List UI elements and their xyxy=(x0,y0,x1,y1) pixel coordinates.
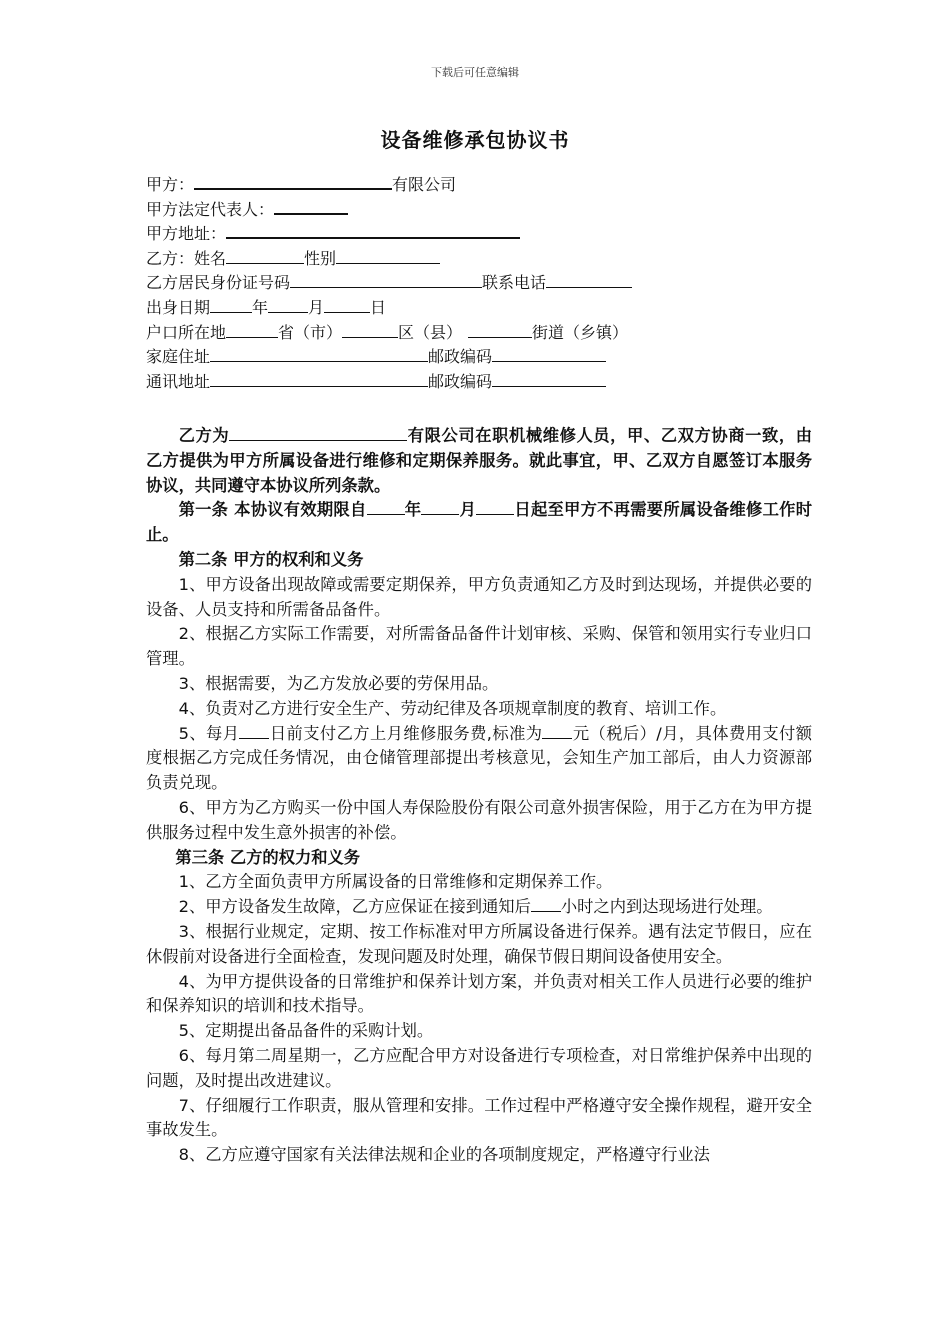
address-a-row xyxy=(146,222,846,247)
item-5-text-b: 日前支付乙方上月维修服务费,标准为 xyxy=(269,723,543,743)
party-b-row xyxy=(146,247,846,272)
id-row xyxy=(146,271,846,296)
article-3-item-4: 4、为甲方提供设备的日常维护和保养计划方案，并负责对相关工作人员进行必要的维护和保养知识的培训和技术指导。 xyxy=(146,971,812,1016)
company-blank[interactable] xyxy=(229,426,407,441)
item-3-2-text-b: 小时之内到达现场进行处理。 xyxy=(560,897,773,917)
party-b-name-label: 乙方：姓名 xyxy=(146,248,227,268)
street-label: 街道（乡镇） xyxy=(532,322,629,342)
day-label: 日 xyxy=(370,297,387,317)
start-day-blank[interactable] xyxy=(476,500,514,515)
birth-label: 出身日期 xyxy=(146,297,211,317)
fee-amount-blank[interactable] xyxy=(542,724,572,739)
party-info-fields xyxy=(146,173,846,394)
party-a-label: 甲方： xyxy=(146,175,195,194)
header-note: 下载后可任意编辑 xyxy=(431,66,519,79)
home-address-label: 家庭住址 xyxy=(146,347,211,367)
article-3-item-6: 6、每月第二周星期一，乙方应配合甲方对设备进行专项检查，对日常维护保养中出现的问题，及时提出改进建议。 xyxy=(146,1045,812,1090)
party-b-name-blank[interactable] xyxy=(226,249,304,264)
intro-text-a: 乙方为 xyxy=(178,426,230,445)
article-1 xyxy=(146,498,812,548)
street-blank[interactable] xyxy=(468,323,532,338)
mail-address-label: 通讯地址 xyxy=(146,371,211,391)
home-address-blank[interactable] xyxy=(210,347,428,362)
year-label: 年 xyxy=(252,297,269,317)
article-1-text-d: 日起至甲方不再需要所属设备维修工作时止。 xyxy=(146,500,812,545)
party-a-blank[interactable] xyxy=(194,174,392,190)
item-5-text-c: 元（税后）/月，具体费用支付额度根据乙方完成任务情况，由仓储管理部提出考核意见，会知生产加工部后，由人力资源部负责兑现。 xyxy=(146,723,812,793)
article-3-title: 第三条 乙方的权力和义务 xyxy=(175,847,361,867)
party-a-row xyxy=(146,173,846,198)
gender-blank[interactable] xyxy=(336,249,440,264)
legal-rep-label: 甲方法定代表人： xyxy=(146,199,275,219)
birth-year-blank[interactable] xyxy=(210,298,252,313)
article-1-year: 年 xyxy=(404,500,422,520)
home-postcode-blank[interactable] xyxy=(492,347,606,362)
mail-postcode-label: 邮政编码 xyxy=(428,371,493,391)
hukou-row xyxy=(146,321,846,346)
document-title: 设备维修承包协议书 xyxy=(380,128,570,152)
id-number-blank[interactable] xyxy=(290,273,482,288)
article-3-item-2 xyxy=(146,895,812,920)
article-2-item-2: 2、根据乙方实际工作需要，对所需备品备件计划审核、采购、保管和领用实行专业归口管理。 xyxy=(146,624,812,669)
home-postcode-label: 邮政编码 xyxy=(428,347,493,367)
district-label: 区（县） xyxy=(398,322,463,342)
article-2-item-4: 4、负责对乙方进行安全生产、劳动纪律及各项规章制度的教育、培训工作。 xyxy=(178,698,727,718)
id-number-label: 乙方居民身份证号码 xyxy=(146,273,291,293)
article-2-item-1: 1、甲方设备出现故障或需要定期保养，甲方负责通知乙方及时到达现场，并提供必要的设备、人员支持和所需备品备件。 xyxy=(146,574,812,619)
item-3-2-text-a: 2、甲方设备发生故障，乙方应保证在接到通知后 xyxy=(178,897,531,917)
article-3-item-3: 3、根据行业规定，定期、按工作标准对甲方所属设备进行保养。遇有法定节假日，应在休假前对设备进行全面检查，发现问题及时处理，确保节假日期间设备使用安全。 xyxy=(146,921,812,966)
phone-label: 联系电话 xyxy=(482,273,547,293)
birth-row xyxy=(146,296,846,321)
article-3-item-7: 7、仔细履行工作职责，服从管理和安排。工作过程中严格遵守安全操作规程，避开安全事故发生。 xyxy=(146,1095,812,1140)
legal-rep-blank[interactable] xyxy=(274,199,348,215)
article-3-item-1: 1、乙方全面负责甲方所属设备的日常维修和定期保养工作。 xyxy=(178,872,613,892)
mail-address-blank[interactable] xyxy=(210,372,428,387)
article-2-item-3: 3、根据需要，为乙方发放必要的劳保用品。 xyxy=(178,673,499,693)
article-1-text-a: 第一条 本协议有效期限自 xyxy=(178,500,367,520)
agreement-body xyxy=(146,424,812,1168)
article-2-item-6: 6、甲方为乙方购买一份中国人寿保险股份有限公司意外损害保险，用于乙方在为甲方提供服务过程中发生意外损害的补偿。 xyxy=(146,797,812,842)
article-1-month: 月 xyxy=(459,500,477,520)
address-a-label: 甲方地址： xyxy=(146,224,227,244)
home-row xyxy=(146,345,846,370)
province-blank[interactable] xyxy=(226,323,278,338)
article-2-item-5 xyxy=(146,722,812,796)
birth-day-blank[interactable] xyxy=(324,298,370,313)
article-3-item-8: 8、乙方应遵守国家有关法律法规和企业的各项制度规定，严格遵守行业法 xyxy=(178,1145,710,1165)
birth-month-blank[interactable] xyxy=(268,298,308,313)
start-year-blank[interactable] xyxy=(367,500,405,515)
start-month-blank[interactable] xyxy=(421,500,459,515)
province-label: 省（市） xyxy=(278,322,343,342)
intro-paragraph xyxy=(146,424,812,498)
response-hours-blank[interactable] xyxy=(531,897,561,912)
phone-blank[interactable] xyxy=(546,273,632,288)
mail-row xyxy=(146,370,846,395)
hukou-label: 户口所在地 xyxy=(146,322,227,342)
address-a-blank[interactable] xyxy=(226,223,520,239)
gender-label: 性别 xyxy=(304,248,337,268)
party-a-suffix: 有限公司 xyxy=(392,175,457,194)
article-3-item-5: 5、定期提出备品备件的采购计划。 xyxy=(178,1021,434,1041)
month-label: 月 xyxy=(308,297,325,317)
mail-postcode-blank[interactable] xyxy=(492,372,606,387)
pay-day-blank[interactable] xyxy=(239,724,269,739)
legal-rep-row xyxy=(146,198,846,223)
item-5-text-a: 5、每月 xyxy=(178,723,240,743)
district-blank[interactable] xyxy=(342,323,398,338)
article-2-title: 第二条 甲方的权利和义务 xyxy=(178,549,364,569)
intro-text-b: 有限公司在职机械维修人员，甲、乙双方协商一致，由乙方提供为甲方所属设备进行维修和定期保养服务。就此事宜，甲、乙双方自愿签订本服务协议，共同遵守本协议所列条款。 xyxy=(146,426,812,495)
